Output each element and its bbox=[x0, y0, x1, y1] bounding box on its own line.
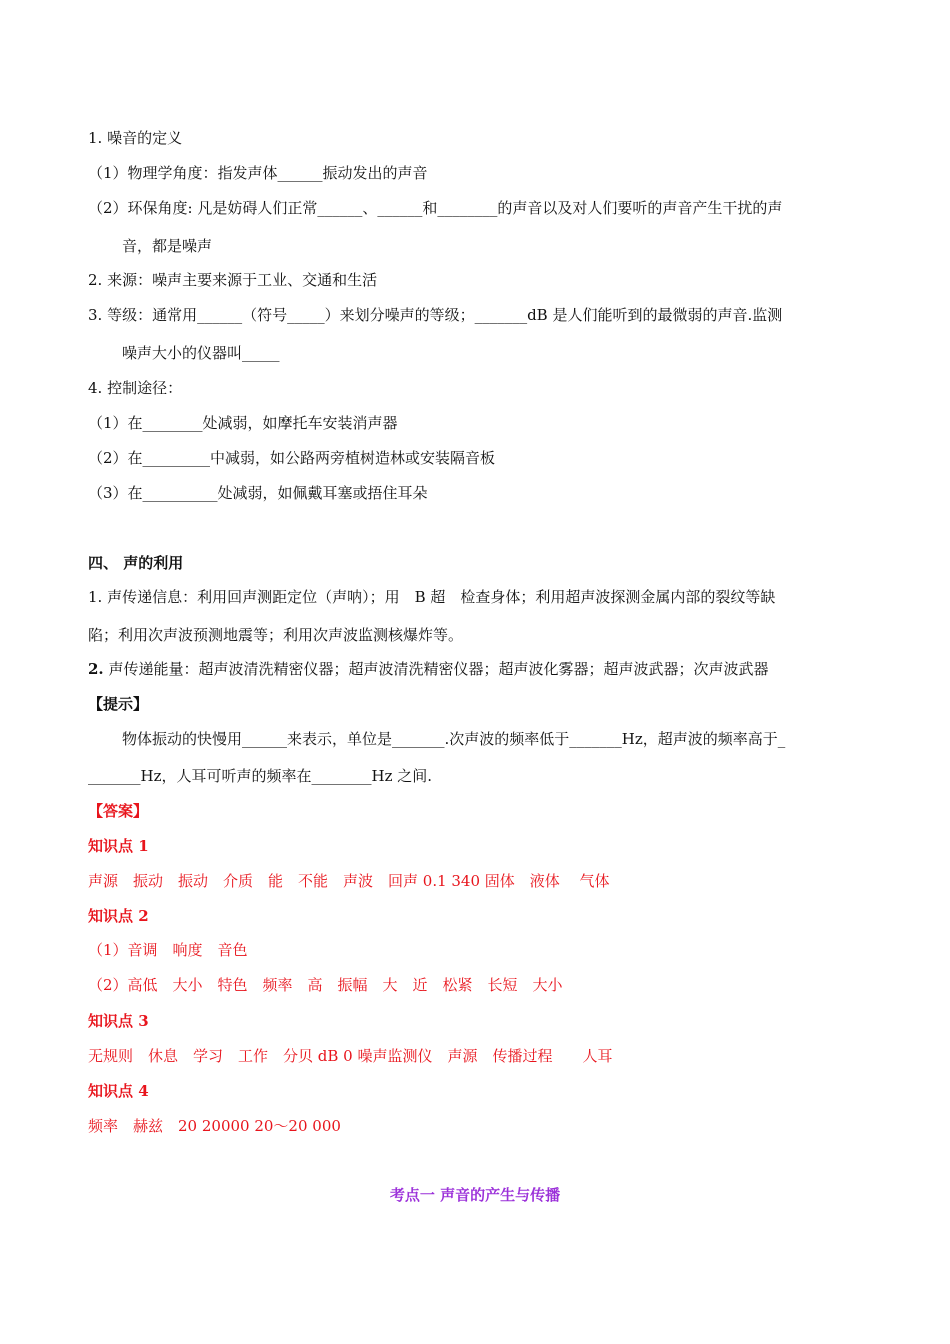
knowledge-point-2-answers-2: （2）高低 大小 特色 频率 高 振幅 大 近 松紧 长短 大小 bbox=[88, 976, 563, 994]
knowledge-point-3-title: 知识点 3 bbox=[88, 1012, 149, 1030]
knowledge-point-2-title: 知识点 2 bbox=[88, 907, 149, 925]
hint-text: 物体振动的快慢用______来表示，单位是_______.次声波的频率低于_______Hz，超声波的频率高于_ bbox=[122, 730, 786, 748]
sound-energy-text: 声传递能量：超声波清洗精密仪器；超声波清洗精密仪器；超声波化雾器；超声波武器；次声波武器 bbox=[103, 660, 769, 678]
knowledge-point-2-answers-1: （1）音调 响度 音色 bbox=[88, 941, 248, 959]
knowledge-point-1-title: 知识点 1 bbox=[88, 837, 149, 855]
sound-energy bbox=[88, 659, 768, 679]
hint-label: 【提示】 bbox=[88, 695, 149, 713]
noise-definition-title: 1. 噪音的定义 bbox=[88, 129, 183, 147]
knowledge-point-4-answers: 频率 赫兹 20 20000 20～20 000 bbox=[88, 1117, 341, 1135]
control-item-1: （1）在________处减弱，如摩托车安装消声器 bbox=[88, 414, 398, 432]
noise-source: 2. 来源：噪声主要来源于工业、交通和生活 bbox=[88, 271, 378, 289]
hint-text-cont: _______Hz，人耳可听声的频率在________Hz 之间. bbox=[88, 767, 433, 785]
knowledge-point-3-answers: 无规则 休息 学习 工作 分贝 dB 0 噪声监测仪 声源 传播过程 人耳 bbox=[88, 1047, 613, 1065]
noise-level-cont: 噪声大小的仪器叫_____ bbox=[122, 344, 280, 362]
section-heading-use-of-sound: 四、 声的利用 bbox=[88, 554, 184, 572]
noise-level: 3. 等级：通常用______（符号_____）来划分噪声的等级；_______dB 是人们能听到的最微弱的声音.监测 bbox=[88, 306, 783, 324]
control-item-2: （2）在_________中减弱，如公路两旁植树造林或安装隔音板 bbox=[88, 449, 496, 467]
answer-label: 【答案】 bbox=[88, 802, 149, 820]
knowledge-point-4-title: 知识点 4 bbox=[88, 1082, 149, 1100]
physics-definition: （1）物理学角度：指发声体______振动发出的声音 bbox=[88, 164, 428, 182]
control-item-3: （3）在__________处减弱，如佩戴耳塞或捂住耳朵 bbox=[88, 484, 428, 502]
environment-definition: （2）环保角度: 凡是妨碍人们正常______、______和________的声音以及对人们要听的声音产生干扰的声 bbox=[88, 199, 783, 217]
exam-point-heading: 考点一 声音的产生与传播 bbox=[389, 1186, 561, 1204]
control-title: 4. 控制途径： bbox=[88, 379, 183, 397]
sound-info: 1. 声传递信息：利用回声测距定位（声呐）；用 B 超 检查身体；利用超声波探测金属内部的裂纹等缺 bbox=[88, 588, 776, 606]
environment-definition-cont: 音，都是噪声 bbox=[122, 237, 213, 255]
knowledge-point-1-answers: 声源 振动 振动 介质 能 不能 声波 回声 0.1 340 固体 液体 气体 bbox=[88, 872, 610, 890]
sound-info-cont: 陷；利用次声波预测地震等；利用次声波监测核爆炸等。 bbox=[88, 626, 464, 644]
sound-energy-number: 2. bbox=[88, 660, 104, 678]
